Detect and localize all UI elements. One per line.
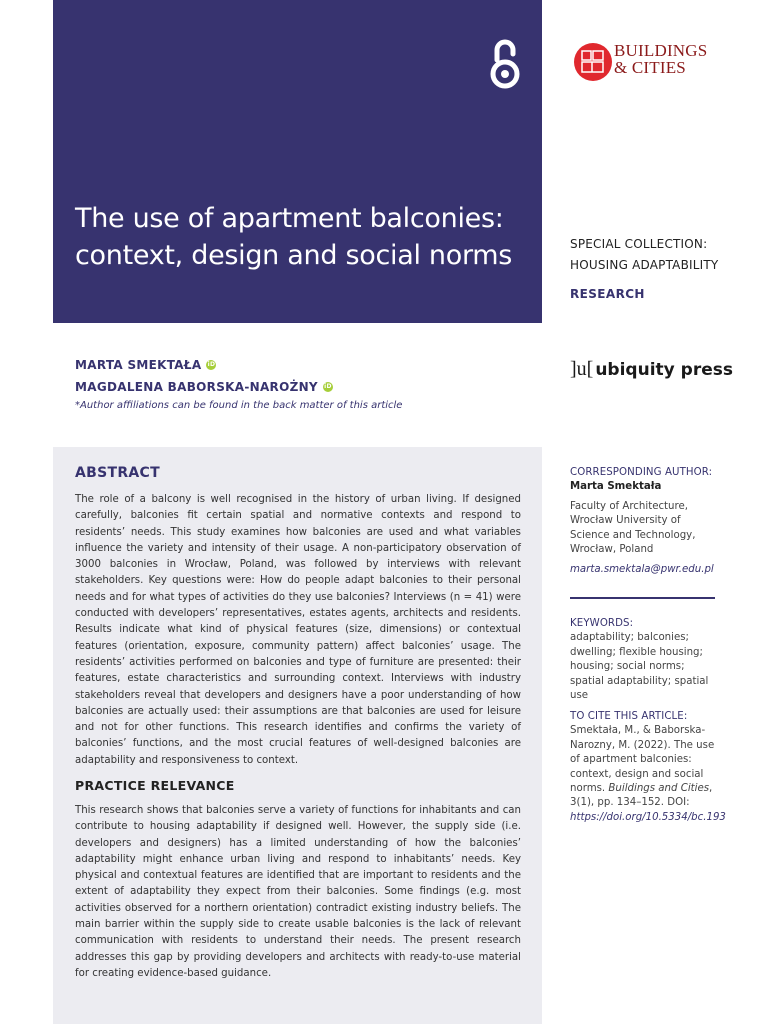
logo-line-2: & CITIES (614, 58, 686, 77)
author-2 (75, 376, 535, 398)
orcid-icon[interactable]: iD (324, 383, 332, 390)
affiliation-note: *Author affiliations can be found in the back matter of this article (75, 400, 403, 411)
citation-journal: Buildings and Cities (608, 783, 710, 795)
practice-relevance-text: This research shows that balconies serve a variety of functions for inhabitants and can contribute to housing adaptability if designed well. However, the supply side (i.e. developers and designers) has a limited understanding of how the balconies’ adaptability might enhance urban living and respond to inhabitants’ needs. Key physical and contextual features are identified that are important to residents and the extent of adaptability they expect from their balconies. Some findings (e.g. most activities observed for a northern orientation) contradict existing industry beliefs. The main barrier within the supply side to create usable balconies is the lack of relevant communication with residents to understand their needs. The present research addresses this gap by providing developers and architects with ready-to-use material for creating evidence-based guidance. (75, 805, 521, 979)
keywords-text: adaptability; balconies; dwelling; flexible housing; housing; social norms; spatial adaptability; spatial use (570, 632, 709, 702)
citation (570, 710, 726, 825)
article-type: RESEARCH (570, 287, 645, 301)
abstract-heading: ABSTRACT (75, 465, 160, 481)
author-1 (75, 354, 535, 376)
citation-label: TO CITE THIS ARTICLE: (570, 711, 688, 722)
corresponding-email[interactable]: marta.smektala@pwr.edu.pl (570, 564, 714, 576)
citation-text (570, 724, 726, 825)
collection-line-2: HOUSING ADAPTABILITY (570, 258, 719, 272)
special-collection (570, 234, 750, 276)
citation-doi-link[interactable]: https://doi.org/10.5334/bc.193 (570, 811, 726, 823)
citation-volume: , 3(1), pp. 134–152. DOI: (570, 783, 713, 809)
author-block (75, 354, 535, 411)
collection-line-1: SPECIAL COLLECTION: (570, 237, 708, 251)
publisher-name: ubiquity press (595, 360, 733, 380)
abstract-text: The role of a balcony is well recognised in the history of urban living. If designed carefully, balconies fit certain spatial and normative contexts and respond to residents’ needs. This study examines how balconies are used and what variables influence the variety and intensity of their usage. A non-participatory observation of 3000 balconies in Wrocław, Poland, was followed by interviews with relevant stakeholders. Key questions were: How do people adapt balconies to their personal needs and for what types of activities do they use balconies? Interviews (n = 41) were conducted with developers’ representatives, estates agents, architects and residents. Results indicate what kind of physical features (size, dimensions) or contextual features (orientation, exposure, community pattern) affect balconies’ usage. The residents’ activities performed on balconies and type of furniture are presented: their features, estate characteristics and surrounding context. Interviews with industry stakeholders reveal that developers and designers have a poor understanding of how balconies are actually used: their assumptions are that balconies are used for leisure and not for other functions. This research identifies and confirms the variety of balconies’ functions, and the most crucial features of well-designed balconies are adaptability and responsiveness to context. (75, 494, 521, 766)
corresponding-author (570, 466, 720, 578)
orcid-icon[interactable]: iD (207, 361, 216, 368)
practice-relevance-heading: PRACTICE RELEVANCE (75, 778, 235, 793)
sidebar-divider (570, 597, 715, 599)
journal-logo-text (614, 42, 707, 76)
article-title: The use of apartment balconies: context, design and social norms (75, 203, 513, 271)
publisher-mark: ]u[ (570, 358, 594, 380)
author-name: MARTA SMEKTAŁA (75, 358, 202, 372)
header-band (53, 0, 542, 323)
corresponding-label: CORRESPONDING AUTHOR: (570, 467, 713, 478)
citation-authors: Smektała, M., & Baborska-Narozny, M. (2022). The use of apartment balconies: context, design and social norms. (570, 725, 715, 795)
author-name: MAGDALENA BABORSKA-NAROŻNY (75, 380, 318, 394)
corresponding-affiliation: Faculty of Architecture, Wrocław University of Science and Technology, Wrocław, Poland (570, 500, 696, 556)
corresponding-name: Marta Smektała (570, 481, 662, 493)
publisher-logo (570, 358, 733, 381)
open-access-icon (487, 36, 523, 90)
logo-line-1: BUILDINGS (614, 41, 708, 60)
keywords (570, 617, 720, 703)
keywords-label: KEYWORDS: (570, 618, 634, 629)
